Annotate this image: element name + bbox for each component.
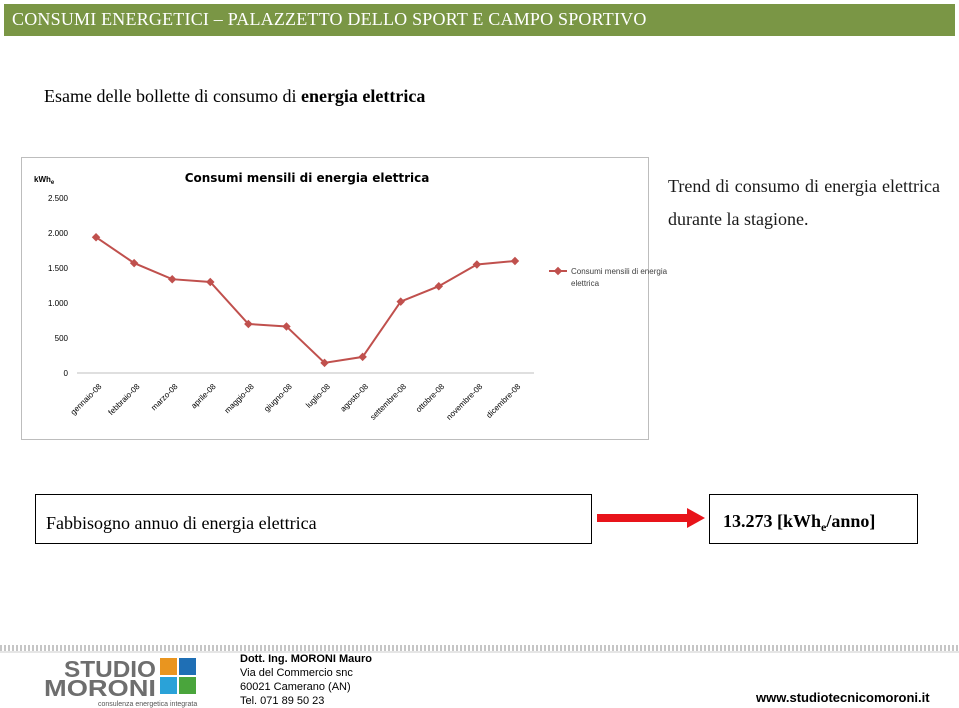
line-chart bbox=[22, 158, 668, 439]
page-title: CONSUMI ENERGETICI – PALAZZETTO DELLO SPORT E CAMPO SPORTIVO bbox=[12, 9, 647, 29]
y-tick-label: 2.000 bbox=[47, 229, 68, 238]
logo-line1: STUDIO bbox=[64, 656, 156, 682]
contact-city: 60021 Camerano (AN) bbox=[240, 681, 351, 693]
data-point bbox=[473, 260, 481, 268]
logo-line2: MORONI bbox=[44, 675, 156, 701]
right-arrow-icon bbox=[597, 508, 705, 528]
data-point bbox=[168, 275, 176, 283]
legend-marker bbox=[554, 267, 562, 275]
x-tick-label: aprile-08 bbox=[189, 382, 218, 411]
series-line bbox=[96, 237, 515, 363]
x-tick-label: dicembre-08 bbox=[484, 382, 523, 420]
x-tick-label: febbraio-08 bbox=[106, 382, 142, 418]
y-tick-label: 500 bbox=[54, 334, 68, 343]
y-tick-label: 0 bbox=[63, 369, 68, 378]
subtitle-bold: energia elettrica bbox=[300, 86, 426, 106]
x-tick-label: settembre-08 bbox=[368, 382, 409, 422]
x-tick-label: novembre-08 bbox=[444, 382, 485, 422]
requirement-label: Fabbisogno annuo di energia elettrica bbox=[46, 513, 317, 533]
y-tick-label: 1.000 bbox=[47, 299, 68, 308]
y-tick-label: 1.500 bbox=[47, 264, 68, 273]
requirement-value: 13.273 [kWh$_e$/anno] bbox=[723, 511, 876, 534]
y-tick-label: 2.500 bbox=[47, 194, 68, 203]
x-tick-label: gennaio-08 bbox=[68, 382, 104, 417]
contact-name: Dott. Ing. MORONI Mauro bbox=[240, 653, 372, 665]
y-axis-label: kWh$_e$ bbox=[34, 175, 55, 186]
chart-container bbox=[21, 157, 668, 440]
website-link[interactable]: www.studiotecnicomoroni.it bbox=[756, 690, 930, 705]
x-tick-label: ottobre-08 bbox=[414, 382, 447, 415]
trend-description: Trend di consumo di energia elettrica durante la stagione. bbox=[668, 176, 940, 229]
requirement-label-box bbox=[35, 494, 592, 544]
contact-street: Via del Commercio snc bbox=[240, 667, 353, 679]
x-tick-label: agosto-08 bbox=[338, 382, 371, 414]
contact-phone: Tel. 071 89 50 23 bbox=[240, 695, 325, 707]
x-tick-label: marzo-08 bbox=[149, 382, 180, 413]
studio-moroni-logo bbox=[40, 655, 210, 708]
x-tick-label: luglio-08 bbox=[304, 382, 332, 410]
data-point bbox=[511, 257, 519, 265]
subtitle-text: Esame delle bollette di consumo di bbox=[44, 86, 297, 106]
x-tick-label: maggio-08 bbox=[222, 382, 256, 416]
section-subtitle bbox=[44, 86, 425, 107]
x-tick-label: giugno-08 bbox=[262, 382, 294, 414]
legend-label: Consumi mensili di energia elettrica bbox=[571, 267, 668, 288]
logo-tagline: consulenza energetica integrata bbox=[98, 701, 198, 708]
requirement-value-box bbox=[709, 494, 918, 544]
data-point bbox=[435, 282, 443, 290]
footer-divider-line bbox=[0, 651, 959, 653]
chart-title: Consumi mensili di energia elettrica bbox=[184, 171, 430, 185]
header-bar bbox=[4, 4, 955, 36]
contact-info bbox=[240, 652, 372, 708]
